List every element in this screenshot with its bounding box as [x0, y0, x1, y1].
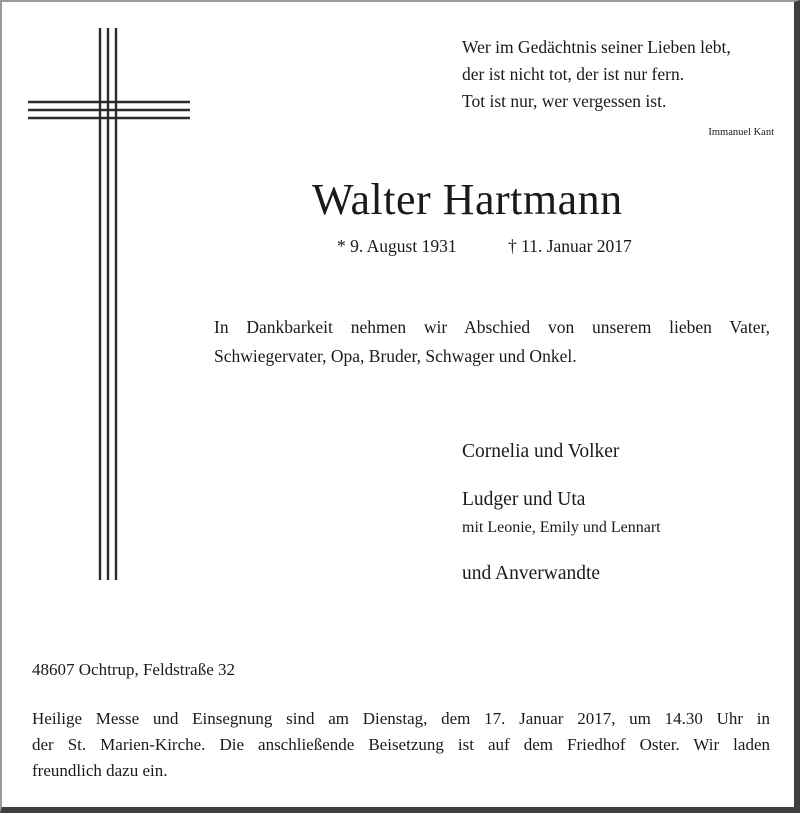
service-line: der St. Marien-Kirche. Die anschließende Beisetzung ist auf dem Friedhof Oster. Wir laden: [32, 735, 770, 754]
birth-date: * 9. August 1931: [337, 236, 457, 256]
death-date: † 11. Januar 2017: [508, 236, 632, 256]
farewell-line: Schwiegervater, Opa, Bruder, Schwager und Onkel.: [214, 346, 577, 366]
quote-author: Immanuel Kant: [708, 127, 774, 138]
family-address: 48607 Ochtrup, Feldstraße 32: [32, 660, 236, 679]
memorial-quote: [462, 34, 731, 115]
cross-icon: [28, 28, 190, 580]
quote-line: der ist nicht tot, der ist nur fern.: [462, 64, 685, 84]
service-line: freundlich dazu ein.: [32, 761, 168, 780]
service-line: Heilige Messe und Einsegnung sind am Dienstag, dem 17. Januar 2017, um 14.30 Uhr in: [32, 709, 770, 728]
mourner-relatives: und Anverwandte: [462, 563, 601, 584]
farewell-line: In Dankbarkeit nehmen wir Abschied von unserem lieben Vater,: [214, 317, 770, 337]
mourner-family-1: Cornelia und Volker: [462, 441, 620, 462]
quote-line: Tot ist nur, wer vergessen ist.: [462, 91, 667, 111]
service-details: [32, 706, 770, 784]
mourner-family-2-children: mit Leonie, Emily und Lennart: [462, 519, 661, 536]
deceased-name: Walter Hartmann: [312, 175, 623, 224]
farewell-text: [214, 313, 770, 371]
quote-line: Wer im Gedächtnis seiner Lieben lebt,: [462, 37, 731, 57]
mourner-family-2: Ludger und Uta: [462, 489, 586, 510]
